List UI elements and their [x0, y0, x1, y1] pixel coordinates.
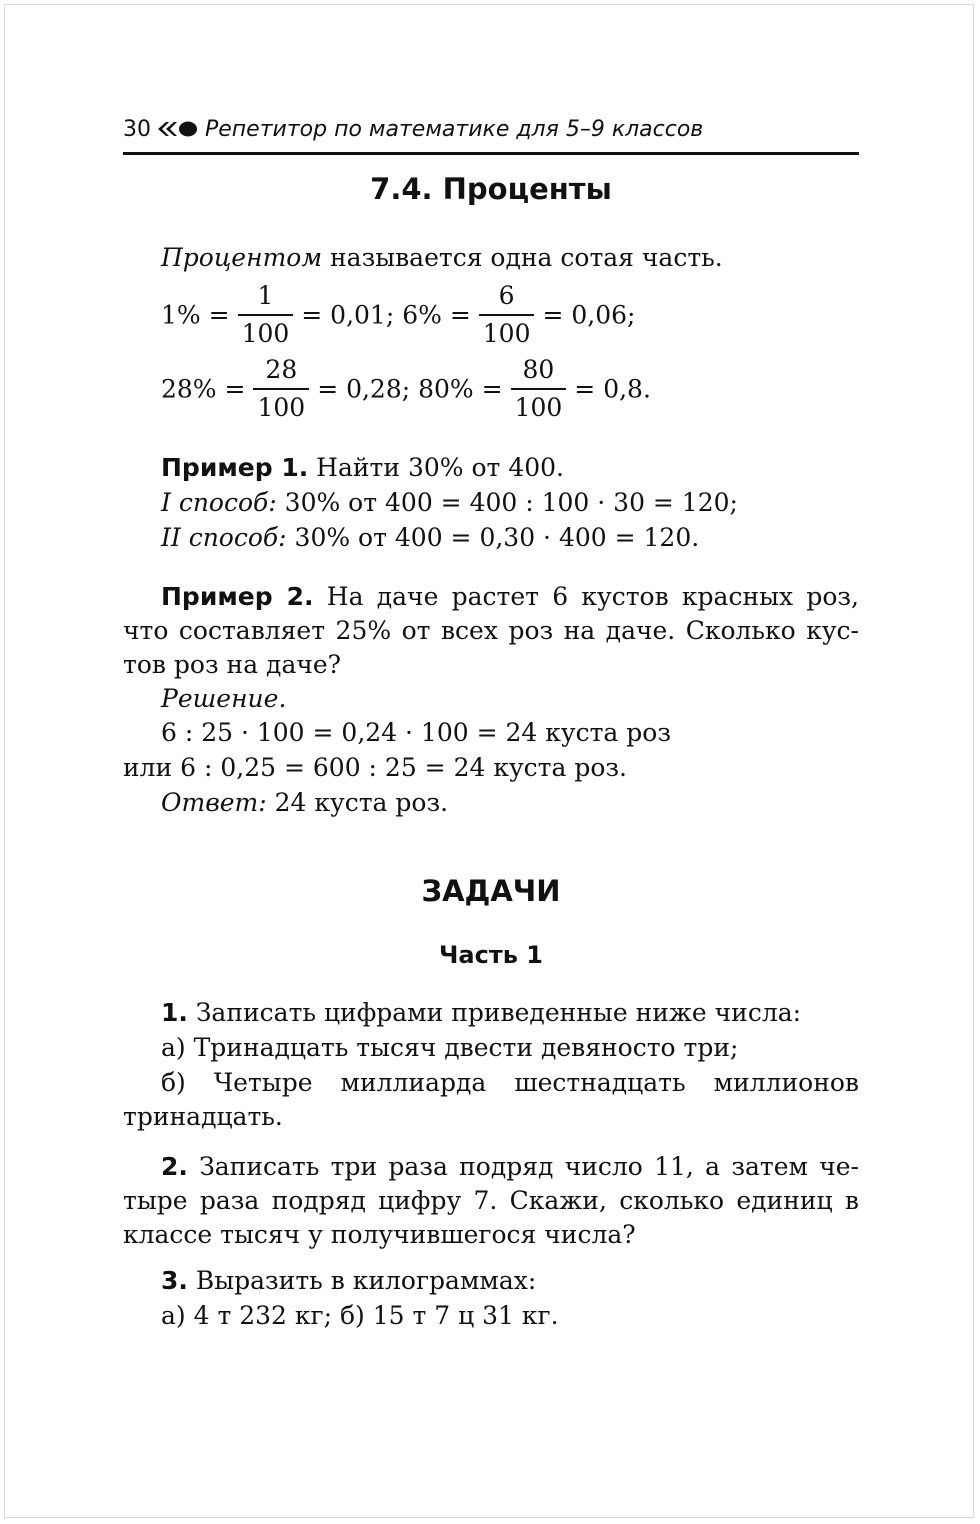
- task1-a: а) Тринадцать тысяч двести девяносто три;: [161, 1033, 739, 1062]
- way1-text: 30% от 400 = 400 : 100 · 30 = 120;: [276, 488, 738, 517]
- definition-text: называется одна сотая часть.: [322, 243, 723, 272]
- equation-row-2: [161, 352, 651, 426]
- task2-line2: тыре раза подряд цифру 7. Скажи, сколько единиц в: [123, 1186, 859, 1215]
- answer-label: Ответ:: [161, 788, 267, 817]
- eq-text: = 0,8.: [574, 374, 651, 404]
- eq-text: 1% =: [161, 300, 230, 330]
- eq-text: = 0,28; 80% =: [317, 374, 503, 404]
- way2-text: 30% от 400 = 0,30 · 400 = 120.: [286, 523, 700, 552]
- equation-row-1: [161, 278, 635, 352]
- part-heading: Часть 1: [439, 941, 543, 969]
- answer-text: 24 куста роз.: [266, 788, 449, 817]
- fraction-denominator: 100: [257, 393, 306, 422]
- task2-number: 2.: [161, 1152, 188, 1181]
- task1-number: 1.: [161, 998, 188, 1027]
- tasks-heading: ЗАДАЧИ: [421, 874, 561, 908]
- fraction-denominator: 100: [241, 319, 290, 348]
- definition-term: Процентом: [161, 243, 323, 272]
- example2-line2: что составляет 25% от всех роз на даче. Сколько кус-: [123, 616, 859, 645]
- running-title: Репетитор по математике для 5–9 классов: [205, 117, 704, 142]
- eq-text: 28% =: [161, 374, 246, 404]
- fraction: [238, 278, 294, 352]
- example1-way2: [161, 521, 699, 555]
- task2-line1: [161, 1150, 859, 1184]
- fraction-numerator: 6: [479, 278, 535, 316]
- way2-label: II способ:: [161, 523, 287, 552]
- task3-text: Выразить в килограммах:: [187, 1266, 537, 1295]
- task1-statement: [161, 996, 801, 1030]
- page-number: 30: [123, 117, 151, 142]
- example1-text: Найти 30% от 400.: [308, 453, 564, 482]
- solution-calc-1: 6 : 25 · 100 = 0,24 · 100 = 24 куста роз: [161, 718, 671, 747]
- solution-label: [161, 682, 286, 716]
- example1-label: Пример 1.: [161, 453, 309, 482]
- example2-line3: тов роз на даче?: [123, 650, 342, 679]
- task1-b-line2: тринадцать.: [123, 1102, 283, 1131]
- task3-statement: [161, 1264, 536, 1298]
- solution-label-text: Решение.: [161, 684, 287, 713]
- task3-number: 3.: [161, 1266, 188, 1295]
- chapter-marker-icon: [157, 121, 199, 137]
- example2-line1: [161, 580, 859, 614]
- fraction: [511, 352, 567, 426]
- section-title: 7.4. Проценты: [370, 172, 612, 206]
- solution-calc-2: или 6 : 0,25 = 600 : 25 = 24 куста роз.: [123, 753, 627, 782]
- way1-label: I способ:: [161, 488, 277, 517]
- eq-text: = 0,06;: [542, 300, 636, 330]
- task1-b-line1: б) Четыре миллиарда шестнадцать миллионов: [161, 1068, 859, 1097]
- fraction: [253, 352, 309, 426]
- example1-way1: [161, 486, 738, 520]
- task1-text: Записать цифрами приведенные ниже числа:: [187, 998, 802, 1027]
- fraction-numerator: 28: [253, 352, 309, 390]
- example1-statement: [161, 451, 564, 485]
- fraction-denominator: 100: [482, 319, 531, 348]
- fraction-denominator: 100: [514, 393, 563, 422]
- example2-label: Пример 2.: [161, 582, 314, 611]
- task2-line3: классе тысяч у получившегося числа?: [123, 1220, 636, 1249]
- running-header: [123, 112, 859, 155]
- answer: [161, 786, 448, 820]
- fraction-numerator: 1: [238, 278, 294, 316]
- fraction-numerator: 80: [511, 352, 567, 390]
- definition: [161, 241, 723, 275]
- example2-text: На даче растет 6 кустов красных роз,: [313, 582, 859, 611]
- eq-text: = 0,01; 6% =: [301, 300, 471, 330]
- fraction: [479, 278, 535, 352]
- task3-items: а) 4 т 232 кг; б) 15 т 7 ц 31 кг.: [161, 1301, 559, 1330]
- task2-text: Записать три раза подряд число 11, а затем че-: [187, 1152, 859, 1181]
